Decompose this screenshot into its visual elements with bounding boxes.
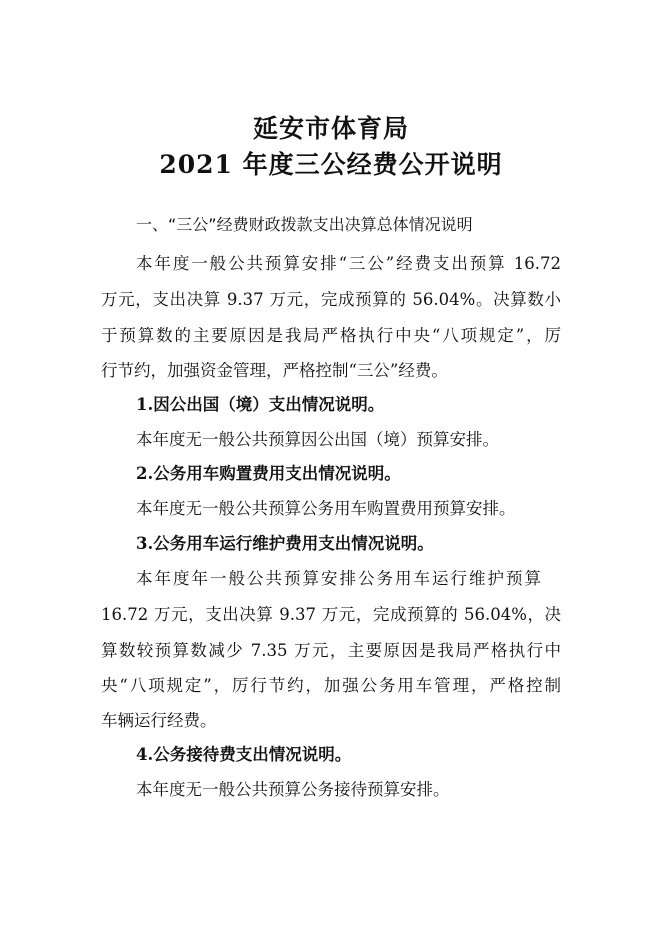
item1-heading: 1.因公出国（境）支出情况说明。 (136, 395, 385, 414)
section1-para-line: 本年度一般公共预算安排“三公”经费支出预算 16.72 (136, 254, 561, 273)
item3-para-line: 16.72 万元，支出决算 9.37 万元，完成预算的 56.04%，决 (101, 605, 561, 624)
item1-text: 本年度无一般公共预算因公出国（境）预算安排。 (136, 430, 499, 449)
item2-heading: 2.公务用车购置费用支出情况说明。 (136, 464, 401, 483)
item4-heading: 4.公务接待费支出情况说明。 (136, 745, 352, 764)
item3-para-line: 本年度年一般公共预算安排公务用车运行维护预算 (136, 569, 541, 588)
section1-para-line: 于预算数的主要原因是我局严格执行中央“八项规定”，厉 (101, 326, 561, 345)
document-title-line2: 2021 年度三公经费公开说明 (159, 150, 503, 179)
section1-heading: 一、“三公”经费财政拨款支出决算总体情况说明 (136, 215, 473, 234)
section1-para-line: 行节约，加强资金管理，严格控制“三公”经费。 (101, 361, 448, 380)
item2-text: 本年度无一般公共预算公务用车购置费用预算安排。 (136, 499, 516, 518)
item3-para-line: 央“八项规定”，厉行节约，加强公务用车管理，严格控制 (101, 676, 561, 695)
item3-para-line: 车辆运行经费。 (101, 711, 217, 730)
item3-heading: 3.公务用车运行维护费用支出情况说明。 (136, 534, 434, 553)
item4-text: 本年度无一般公共预算公务接待预算安排。 (136, 780, 450, 799)
item3-para-line: 算数较预算数减少 7.35 万元，主要原因是我局严格执行中 (101, 641, 561, 660)
document-title-line1: 延安市体育局 (252, 114, 409, 143)
section1-para-line: 万元，支出决算 9.37 万元，完成预算的 56.04%。决算数小 (101, 290, 561, 309)
